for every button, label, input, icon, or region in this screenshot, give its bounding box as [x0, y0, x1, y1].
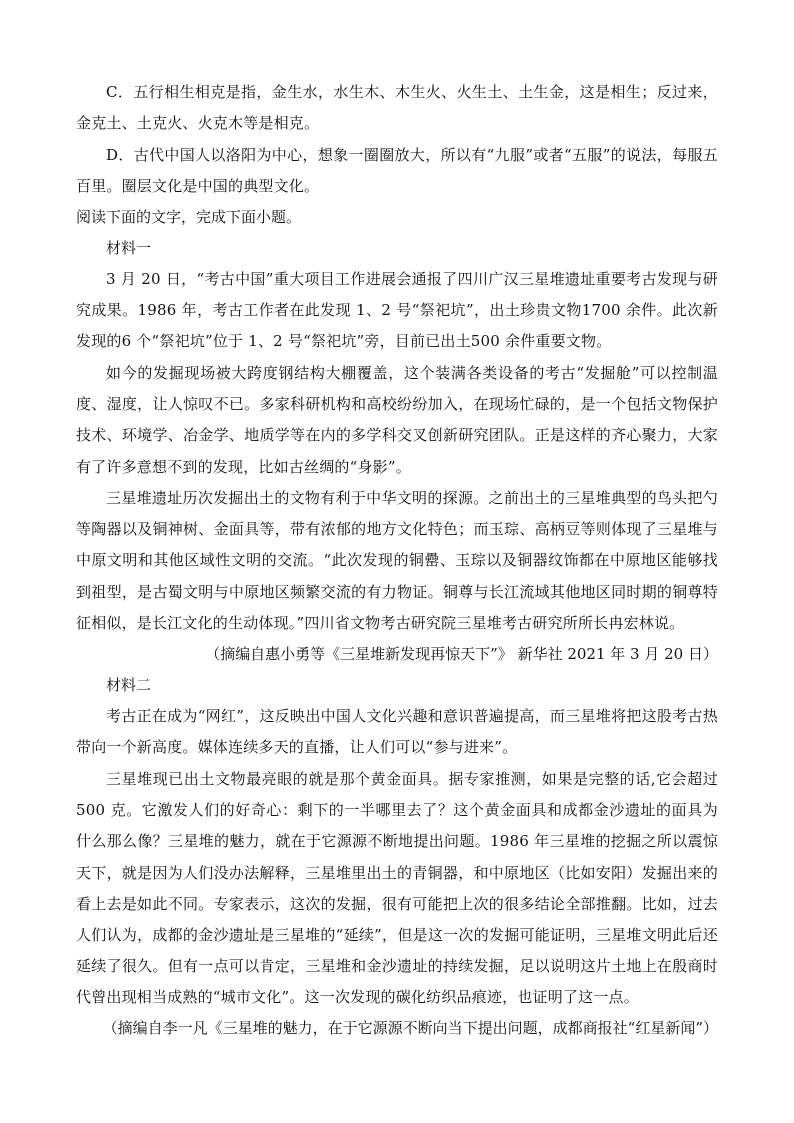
- material2-label: 材料二: [106, 676, 152, 694]
- material2-source: （摘编自李一凡《三星堆的魅力，在于它源源不断向当下提出问题，成都商报社“红星新闻”）: [102, 1019, 718, 1037]
- reading-instruction: 阅读下面的文字，完成下面小题。: [76, 208, 302, 226]
- option-d: D．古代中国人以洛阳为中心，想象一圈圈放大，所以有“九服”或者“五服”的说法，每服五百里。圈层文化是中国的典型文化。: [76, 146, 718, 196]
- option-c: C．五行相生相克是指，金生水，水生木、木生火、火生土、土生金，这是相生；反过来，金克土、土克火、火克木等是相克。: [76, 83, 718, 133]
- material1-source: （摘编自惠小勇等《三星堆新发现再惊天下”》 新华社 2021 年 3 月 20 日）: [205, 645, 718, 663]
- material2-paragraph: 三星堆现已出土文物最亮眼的就是那个黄金面具。据专家推测，如果是完整的话,它会超过 500 克。它激发人们的好奇心：剩下的一半哪里去了？这个黄金面具和成都金沙遗址的面具为什么那么像？三星堆的魅力，就在于它源源不断地提出问题。1986 年三星堆的挖掘之所以震惊天下，就是因为人们没办法解释，三星堆里出土的青铜器，和中原地区（比如安阳）发掘出来的看上去是如此不同。专家表示，这次的发掘，很有可能把上次的很多结论全部推翻。比如，过去人们认为，成都的金沙遗址是三星堆的“延续”，但是这一次的发掘可能证明，三星堆文明此后还延续了很久。但有一点可以肯定，三星堆和金沙遗址的持续发掘，足以说明这片土地上在殷商时代曾出现相当成熟的“城市文化”。这一次发现的碳化纺织品痕迹，也证明了这一点。: [76, 770, 718, 1007]
- material2-paragraph: 考古正在成为“网红”，这反映出中国人文化兴趣和意识普遍提高，而三星堆将把这股考古热带向一个新高度。媒体连续多天的直播，让人们可以“参与进来”。: [76, 707, 718, 757]
- material1-label: 材料一: [106, 239, 152, 257]
- material1-paragraph: 三星堆遗址历次发掘出土的文物有利于中华文明的探源。之前出土的三星堆典型的鸟头把勺等陶器以及铜神树、金面具等，带有浓郁的地方文化特色；而玉琮、高柄豆等则体现了三星堆与中原文明和其他区域性文明的交流。“此次发现的铜罍、玉琮以及铜器纹饰都在中原地区能够找到祖型，是古蜀文明与中原地区频繁交流的有力物证。铜尊与长江流域其他地区同时期的铜尊特征相似，是长江文化的生动体现。”四川省文物考古研究院三星堆考古研究所所长冉宏林说。: [76, 489, 718, 632]
- material1-paragraph: 3 月 20 日，“考古中国”重大项目工作进展会通报了四川广汉三星堆遗址重要考古发现与研究成果。1986 年，考古工作者在此发现 1、2 号“祭祀坑”，出土珍贵文物1700 余件。此次新发现的6 个“祭祀坑”位于 1、2 号“祭祀坑”旁，目前已出土500 余件重要文物。: [76, 270, 718, 351]
- material1-paragraph: 如今的发掘现场被大跨度钢结构大棚覆盖，这个装满各类设备的考古“发掘舱”可以控制温度、湿度，让人惊叹不已。多家科研机构和高校纷纷加入，在现场忙碌的，是一个包括文物保护技术、环境学、冶金学、地质学等在内的多学科交叉创新研究团队。正是这样的齐心聚力，大家有了许多意想不到的发现，比如古丝绸的“身影”。: [76, 364, 718, 476]
